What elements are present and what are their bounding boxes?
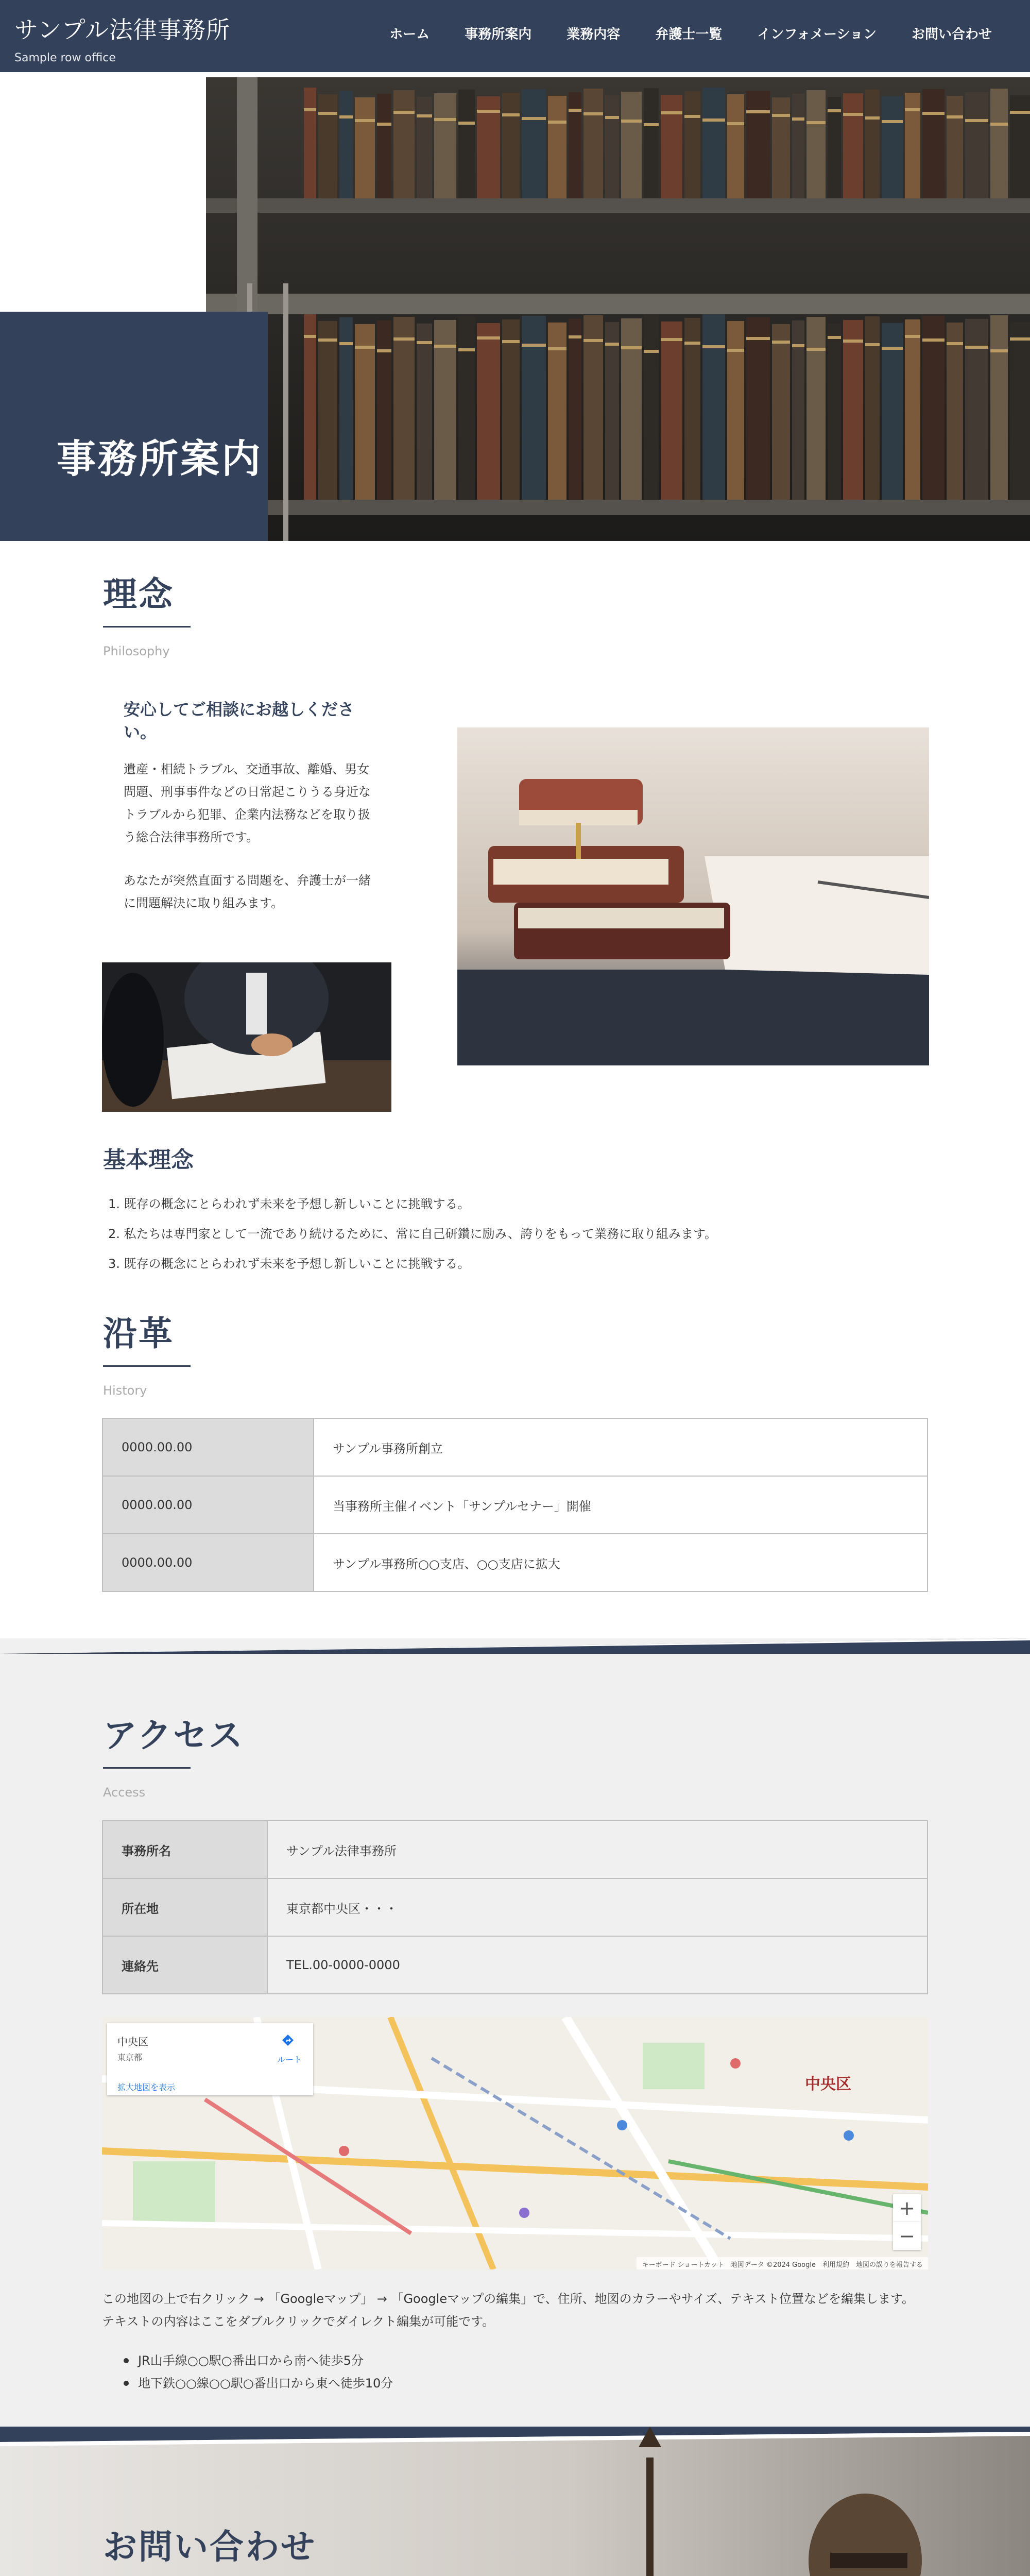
list-item bbox=[124, 2372, 393, 2395]
list-item: 2. 私たちは専門家として一流であり続けるために、常に自己研鑽に励み、誇りをもって業務に取り組みます。 bbox=[108, 1227, 717, 1241]
history-title: 沿革 bbox=[103, 1314, 174, 1353]
section-divider bbox=[0, 1638, 1030, 1654]
access-bullets bbox=[124, 2349, 393, 2395]
site-header bbox=[0, 0, 1030, 72]
philosophy-title: 理念 bbox=[103, 574, 174, 614]
map-note-1: この地図の上で右クリック → 「Googleマップ」 → 「Googleマップの編集」で、住所、地図のカラーやサイズ、テキスト位置などを編集します。 bbox=[102, 2292, 915, 2306]
history-divider bbox=[103, 1365, 191, 1367]
map-place-card bbox=[107, 2023, 313, 2095]
history-text: サンプル事務所創立 bbox=[314, 1418, 928, 1476]
zoom-out-button[interactable]: − bbox=[893, 2222, 921, 2250]
bullet-icon bbox=[124, 2358, 129, 2363]
access-value: 東京都中央区・・・ bbox=[267, 1878, 928, 1936]
page-title: 事務所案内 bbox=[57, 436, 263, 482]
list-item: 1. 既存の概念にとらわれず未来を予想し新しいことに挑戦する。 bbox=[108, 1197, 470, 1211]
directions-link[interactable]: ルート bbox=[277, 2055, 302, 2064]
table-row bbox=[102, 1476, 928, 1534]
access-route: JR山手線○○駅○番出口から南へ徒歩5分 bbox=[138, 2353, 364, 2368]
site-subtitle: Sample row office bbox=[14, 52, 116, 64]
history-date: 0000.00.00 bbox=[102, 1418, 314, 1476]
table-row bbox=[102, 1534, 928, 1591]
meeting-image bbox=[102, 962, 391, 1112]
history-date: 0000.00.00 bbox=[102, 1534, 314, 1591]
nav-lawyers[interactable]: 弁護士一覧 bbox=[655, 27, 723, 42]
map-place-name: 中央区 bbox=[117, 2036, 148, 2048]
access-route: 地下鉄○○線○○駅○番出口から東へ徒歩10分 bbox=[138, 2376, 393, 2391]
contact-title: お問い合わせ bbox=[103, 2527, 316, 2567]
nav-office[interactable]: 事務所案内 bbox=[465, 27, 532, 42]
map-district-label: 中央区 bbox=[805, 2075, 851, 2093]
site-title[interactable]: サンプル法律事務所 bbox=[14, 16, 230, 44]
access-subtitle: Access bbox=[103, 1785, 146, 1800]
philosophy-lead: 安心してご相談にお越しください。 bbox=[124, 700, 355, 742]
access-divider bbox=[103, 1767, 191, 1769]
history-text: サンプル事務所○○支店、○○支店に拡大 bbox=[314, 1534, 928, 1591]
map-place-address: 東京都 bbox=[117, 2053, 143, 2062]
philosophy-subtitle: Philosophy bbox=[103, 644, 170, 658]
philosophy-divider bbox=[103, 626, 191, 628]
basic-philosophy-title: 基本理念 bbox=[103, 1147, 194, 1173]
google-map[interactable] bbox=[102, 2017, 928, 2269]
hero-title-panel bbox=[0, 312, 268, 541]
nav-home[interactable]: ホーム bbox=[389, 27, 430, 42]
nav-contact[interactable]: お問い合わせ bbox=[911, 27, 992, 42]
larger-map-link[interactable]: 拡大地図を表示 bbox=[117, 2082, 176, 2092]
history-date: 0000.00.00 bbox=[102, 1476, 314, 1534]
philosophy-paragraph-1: 遺産・相続トラブル、交通事故、離婚、男女問題、刑事事件などの日常起こりうる身近なトラブルから犯罪、企業内法務などを取り扱う総合法律事務所です。 bbox=[124, 762, 371, 844]
table-row bbox=[102, 1821, 928, 1878]
list-item: 3. 既存の概念にとらわれず未来を予想し新しいことに挑戦する。 bbox=[108, 1257, 470, 1271]
history-table bbox=[102, 1418, 928, 1592]
access-title: アクセス bbox=[103, 1716, 245, 1755]
table-row bbox=[102, 1878, 928, 1936]
access-table bbox=[102, 1820, 928, 1994]
map-note-2: テキストの内容はここをダブルクリックでダイレクト編集が可能です。 bbox=[102, 2314, 495, 2329]
directions-icon[interactable] bbox=[281, 2033, 295, 2047]
list-item bbox=[124, 2349, 393, 2372]
zoom-in-button[interactable]: + bbox=[893, 2194, 921, 2222]
table-row bbox=[102, 1936, 928, 1994]
hero bbox=[0, 72, 1030, 541]
access-label: 事務所名 bbox=[102, 1821, 267, 1878]
basic-philosophy-list bbox=[108, 1193, 717, 1275]
table-row bbox=[102, 1418, 928, 1476]
site-logo[interactable] bbox=[14, 11, 230, 64]
global-nav bbox=[372, 24, 1009, 43]
access-label: 所在地 bbox=[102, 1878, 267, 1936]
hero-bookshelf-image bbox=[206, 77, 1030, 541]
bullet-icon bbox=[124, 2381, 129, 2386]
history-subtitle: History bbox=[103, 1383, 147, 1398]
access-value: TEL.00-0000-0000 bbox=[267, 1936, 928, 1994]
law-books-image bbox=[457, 727, 929, 1065]
nav-services[interactable]: 業務内容 bbox=[566, 27, 621, 42]
access-label: 連絡先 bbox=[102, 1936, 267, 1994]
philosophy-paragraph-2: あなたが突然直面する問題を、弁護士が一緒に問題解決に取り組みます。 bbox=[124, 873, 371, 910]
philosophy-text-block bbox=[124, 698, 376, 914]
access-value: サンプル法律事務所 bbox=[267, 1821, 928, 1878]
nav-information[interactable]: インフォメーション bbox=[757, 27, 877, 42]
history-text: 当事務所主催イベント「サンプルセナー」開催 bbox=[314, 1476, 928, 1534]
map-attribution[interactable]: キーボード ショートカット 地図データ ©2024 Google 利用規約 地図の誤りを報告する bbox=[637, 2257, 928, 2269]
